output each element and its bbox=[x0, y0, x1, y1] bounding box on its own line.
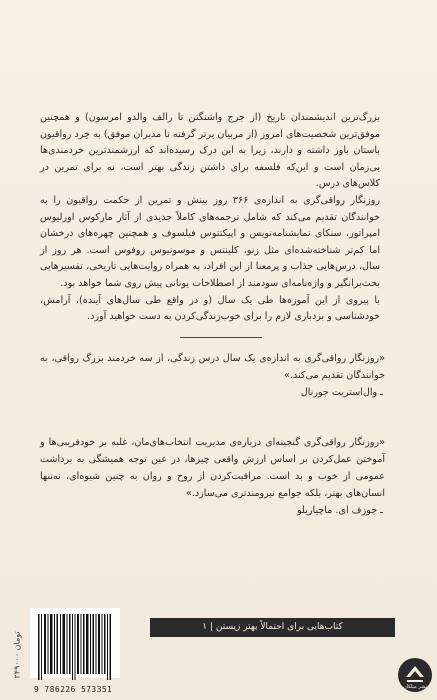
section-divider bbox=[180, 337, 262, 338]
blurb-paragraph-3: با پیروی از این آموزه‌ها طی یک سال (و در واقع طی سال‌های آینده)، آرامش، خودشناسی و بردباری لازم را برای خوب‌زندگی‌کردن به دست خواهید آورد. bbox=[40, 294, 380, 323]
quote-author: ـ جوزف ای. ماچیاریلو bbox=[297, 505, 383, 516]
quote-author: ـ وال‌استریت جورنال bbox=[300, 387, 383, 398]
quote-text: «روزنگار رواقی‌گری گنجینه‌ای درباره‌ی مدیریت انتخاب‌های‌مان، غلبه بر خودفریبی‌ها و آموختن عمل‌کردن بر اساس ارزش واقعی چیزها، در عین توجه همیشگی به برداشت عمومی از خوب و بد است. مراقبت‌کردن از روح و روان به چنین شیوه‌ای، نه‌تنها انسان‌های بهتر، بلکه جوامع نیرومندتری می‌سازد.» bbox=[40, 437, 385, 499]
price-text: ۲۴۹۰۰۰ تومان bbox=[12, 631, 22, 679]
barcode bbox=[30, 608, 120, 678]
barcode-bars bbox=[36, 614, 114, 680]
series-banner: کتاب‌هایی برای احتمالاً بهتر زیستن | ۱ bbox=[150, 618, 395, 637]
review-quote-2 bbox=[40, 434, 385, 519]
quote-text: «روزنگار رواقی‌گری به اندازه‌ی یک سال درس زندگی، از سه خردمند بزرگ رواقی، به خوانندگان تقدیم می‌کند.» bbox=[40, 353, 385, 381]
review-quote-1 bbox=[40, 350, 385, 401]
blurb-text bbox=[40, 110, 380, 326]
price-label bbox=[3, 612, 31, 698]
publisher-logo-icon bbox=[397, 657, 433, 693]
isbn-number: 9 786226 573351 bbox=[34, 685, 113, 694]
blurb-paragraph-1: بزرگ‌ترین اندیشمندان تاریخ (از جرج واشنگتن تا رالف والدو امرسون) و همچنین موفق‌ترین شخصیت‌های امروز (از مربیان برتر گرفته تا مدیران موفق) به خِرد رواقیون باستان باور داشته و دارند، زیرا به این درک رسیده‌اند که ارزشمندترین خردمندی‌ها بی‌زمان است و این‌که فلسفه برای داشتن زندگی بهتر است، نه برای تمرین در کلاس‌های درس. bbox=[40, 112, 380, 190]
publisher-name: نشر میلکان bbox=[403, 684, 427, 690]
blurb-paragraph-2: روزنگار رواقی‌گری به اندازه‌ی ۳۶۶ روز بینش و تمرین از حکمت رواقیون را به خوانندگان تقدیم می‌کند که شامل ترجمه‌های کاملاً جدیدی از آثار مارکوس اورلیوس امپراتور، سنکای نمایشنامه‌نویس و اپیکتتوس فیلسوف و همچنین چهره‌های درخشان اما کم‌تر شناخته‌شده‌ای مثل زنو، کلینتس و موسونیوس روفوس است. هر روز از سال، درس‌هایی جذاب و پرمعنا از این افراد، به همراه روایت‌هایی تاریخی، تفسیرهایی بحث‌برانگیز و واژه‌نامه‌ای سودمند از اصطلاحات یونانی پیش روی شما خواهد بود. bbox=[40, 194, 380, 289]
